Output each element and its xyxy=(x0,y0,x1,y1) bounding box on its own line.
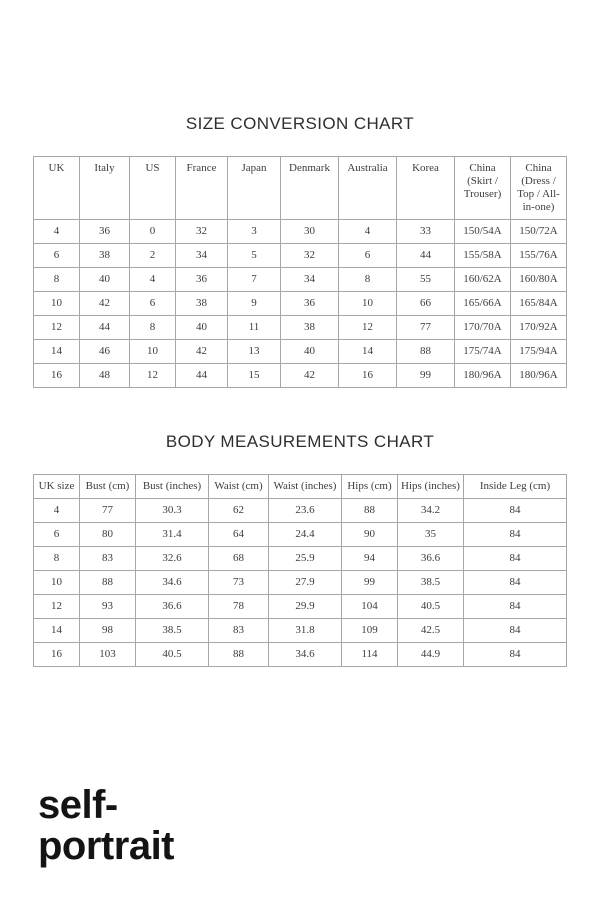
table-cell: 11 xyxy=(228,316,281,340)
column-header: US xyxy=(130,157,176,220)
table-cell: 175/74A xyxy=(455,340,511,364)
table-cell: 10 xyxy=(339,292,397,316)
table-cell: 114 xyxy=(342,643,398,667)
size-conversion-chart-title: SIZE CONVERSION CHART xyxy=(185,114,415,133)
table-cell: 35 xyxy=(398,523,464,547)
table-cell: 30.3 xyxy=(136,499,209,523)
table-cell: 4 xyxy=(34,499,80,523)
table-cell: 44 xyxy=(397,244,455,268)
table-cell: 180/96A xyxy=(455,364,511,388)
table-cell: 6 xyxy=(339,244,397,268)
table-cell: 83 xyxy=(80,547,136,571)
table-cell: 7 xyxy=(228,268,281,292)
table-cell: 84 xyxy=(464,571,567,595)
table-cell: 93 xyxy=(80,595,136,619)
table-cell: 38 xyxy=(281,316,339,340)
body-measurements-chart-title: BODY MEASUREMENTS CHART xyxy=(165,432,435,451)
column-header: Inside Leg (cm) xyxy=(464,475,567,499)
table-cell: 9 xyxy=(228,292,281,316)
table-cell: 99 xyxy=(342,571,398,595)
table-cell: 31.8 xyxy=(269,619,342,643)
table-cell: 8 xyxy=(34,547,80,571)
table-row xyxy=(34,595,567,619)
table-cell: 14 xyxy=(339,340,397,364)
header-row xyxy=(34,157,567,220)
table-cell: 24.4 xyxy=(269,523,342,547)
table-cell: 36.6 xyxy=(398,547,464,571)
table-cell: 16 xyxy=(339,364,397,388)
table-cell: 4 xyxy=(34,220,80,244)
table-cell: 5 xyxy=(228,244,281,268)
table-cell: 6 xyxy=(34,244,80,268)
table-row xyxy=(34,547,567,571)
table-cell: 175/94A xyxy=(511,340,567,364)
table-cell: 83 xyxy=(209,619,269,643)
table-cell: 6 xyxy=(130,292,176,316)
table-cell: 38 xyxy=(176,292,228,316)
column-header: UK size xyxy=(34,475,80,499)
column-header: Korea xyxy=(397,157,455,220)
table-cell: 84 xyxy=(464,523,567,547)
table-cell: 90 xyxy=(342,523,398,547)
table-row xyxy=(34,220,567,244)
table-row xyxy=(34,364,567,388)
column-header: UK xyxy=(34,157,80,220)
table-cell: 38.5 xyxy=(136,619,209,643)
table-cell: 40.5 xyxy=(398,595,464,619)
table-cell: 88 xyxy=(397,340,455,364)
table-cell: 10 xyxy=(34,571,80,595)
body-measurements-table xyxy=(33,474,567,667)
table-cell: 44 xyxy=(176,364,228,388)
table-cell: 36 xyxy=(80,220,130,244)
table-cell: 4 xyxy=(130,268,176,292)
table-cell: 30 xyxy=(281,220,339,244)
table-cell: 34 xyxy=(281,268,339,292)
table-row xyxy=(34,316,567,340)
table-cell: 55 xyxy=(397,268,455,292)
table-cell: 62 xyxy=(209,499,269,523)
table-cell: 2 xyxy=(130,244,176,268)
table-cell: 42.5 xyxy=(398,619,464,643)
table-cell: 88 xyxy=(80,571,136,595)
table-cell: 88 xyxy=(342,499,398,523)
table-cell: 150/54A xyxy=(455,220,511,244)
brand-logo-line1: self- xyxy=(38,783,118,827)
table-cell: 44 xyxy=(80,316,130,340)
table-cell: 32 xyxy=(176,220,228,244)
table-cell: 46 xyxy=(80,340,130,364)
table-cell: 77 xyxy=(80,499,136,523)
table-row xyxy=(34,643,567,667)
table-cell: 0 xyxy=(130,220,176,244)
table-cell: 25.9 xyxy=(269,547,342,571)
table-cell: 42 xyxy=(80,292,130,316)
table-cell: 6 xyxy=(34,523,80,547)
table-cell: 8 xyxy=(130,316,176,340)
table-cell: 40 xyxy=(176,316,228,340)
table-cell: 84 xyxy=(464,595,567,619)
column-header: Bust (cm) xyxy=(80,475,136,499)
table-cell: 80 xyxy=(80,523,136,547)
table-cell: 84 xyxy=(464,619,567,643)
table-cell: 104 xyxy=(342,595,398,619)
table-cell: 78 xyxy=(209,595,269,619)
column-header: Waist (cm) xyxy=(209,475,269,499)
table-cell: 165/84A xyxy=(511,292,567,316)
table-cell: 32.6 xyxy=(136,547,209,571)
table-cell: 98 xyxy=(80,619,136,643)
table-cell: 10 xyxy=(34,292,80,316)
table-cell: 23.6 xyxy=(269,499,342,523)
table-row xyxy=(34,268,567,292)
column-header: Hips (inches) xyxy=(398,475,464,499)
table-cell: 84 xyxy=(464,499,567,523)
table-row xyxy=(34,571,567,595)
table-cell: 14 xyxy=(34,619,80,643)
table-cell: 33 xyxy=(397,220,455,244)
table-cell: 12 xyxy=(34,316,80,340)
table-cell: 155/76A xyxy=(511,244,567,268)
table-row xyxy=(34,292,567,316)
table-row xyxy=(34,619,567,643)
table-cell: 160/62A xyxy=(455,268,511,292)
table-cell: 38 xyxy=(80,244,130,268)
table-cell: 170/70A xyxy=(455,316,511,340)
table-row xyxy=(34,523,567,547)
table-cell: 99 xyxy=(397,364,455,388)
table-cell: 165/66A xyxy=(455,292,511,316)
table-cell: 29.9 xyxy=(269,595,342,619)
table-cell: 84 xyxy=(464,643,567,667)
table-cell: 64 xyxy=(209,523,269,547)
table-cell: 84 xyxy=(464,547,567,571)
table-cell: 16 xyxy=(34,364,80,388)
table-cell: 180/96A xyxy=(511,364,567,388)
table-cell: 34.2 xyxy=(398,499,464,523)
table-cell: 8 xyxy=(339,268,397,292)
table-cell: 77 xyxy=(397,316,455,340)
table-cell: 36 xyxy=(281,292,339,316)
table-cell: 15 xyxy=(228,364,281,388)
table-cell: 155/58A xyxy=(455,244,511,268)
table-cell: 109 xyxy=(342,619,398,643)
table-cell: 14 xyxy=(34,340,80,364)
column-header: Italy xyxy=(80,157,130,220)
table-cell: 103 xyxy=(80,643,136,667)
table-cell: 160/80A xyxy=(511,268,567,292)
table-cell: 32 xyxy=(281,244,339,268)
table-cell: 34.6 xyxy=(136,571,209,595)
column-header: Waist (inches) xyxy=(269,475,342,499)
table-cell: 40 xyxy=(281,340,339,364)
table-cell: 94 xyxy=(342,547,398,571)
brand-logo xyxy=(38,785,174,867)
table-cell: 44.9 xyxy=(398,643,464,667)
table-cell: 42 xyxy=(176,340,228,364)
table-cell: 48 xyxy=(80,364,130,388)
column-header: China (Skirt / Trouser) xyxy=(455,157,511,220)
table-row xyxy=(34,244,567,268)
table-cell: 12 xyxy=(339,316,397,340)
table-cell: 36 xyxy=(176,268,228,292)
table-cell: 36.6 xyxy=(136,595,209,619)
table-cell: 3 xyxy=(228,220,281,244)
table-cell: 88 xyxy=(209,643,269,667)
table-cell: 68 xyxy=(209,547,269,571)
column-header: France xyxy=(176,157,228,220)
brand-logo-line2: portrait xyxy=(38,824,174,868)
column-header: China (Dress / Top / All-in-one) xyxy=(511,157,567,220)
table-cell: 73 xyxy=(209,571,269,595)
table-cell: 40 xyxy=(80,268,130,292)
table-cell: 42 xyxy=(281,364,339,388)
table-cell: 150/72A xyxy=(511,220,567,244)
table-cell: 4 xyxy=(339,220,397,244)
table-cell: 12 xyxy=(34,595,80,619)
column-header: Bust (inches) xyxy=(136,475,209,499)
table-cell: 34.6 xyxy=(269,643,342,667)
size-conversion-table xyxy=(33,156,567,388)
table-cell: 13 xyxy=(228,340,281,364)
table-cell: 8 xyxy=(34,268,80,292)
table-cell: 34 xyxy=(176,244,228,268)
table-cell: 38.5 xyxy=(398,571,464,595)
table-cell: 170/92A xyxy=(511,316,567,340)
table-cell: 12 xyxy=(130,364,176,388)
header-row xyxy=(34,475,567,499)
table-row xyxy=(34,340,567,364)
column-header: Hips (cm) xyxy=(342,475,398,499)
column-header: Japan xyxy=(228,157,281,220)
table-cell: 27.9 xyxy=(269,571,342,595)
column-header: Australia xyxy=(339,157,397,220)
table-row xyxy=(34,499,567,523)
table-cell: 16 xyxy=(34,643,80,667)
table-cell: 40.5 xyxy=(136,643,209,667)
table-cell: 66 xyxy=(397,292,455,316)
column-header: Denmark xyxy=(281,157,339,220)
table-cell: 10 xyxy=(130,340,176,364)
table-cell: 31.4 xyxy=(136,523,209,547)
